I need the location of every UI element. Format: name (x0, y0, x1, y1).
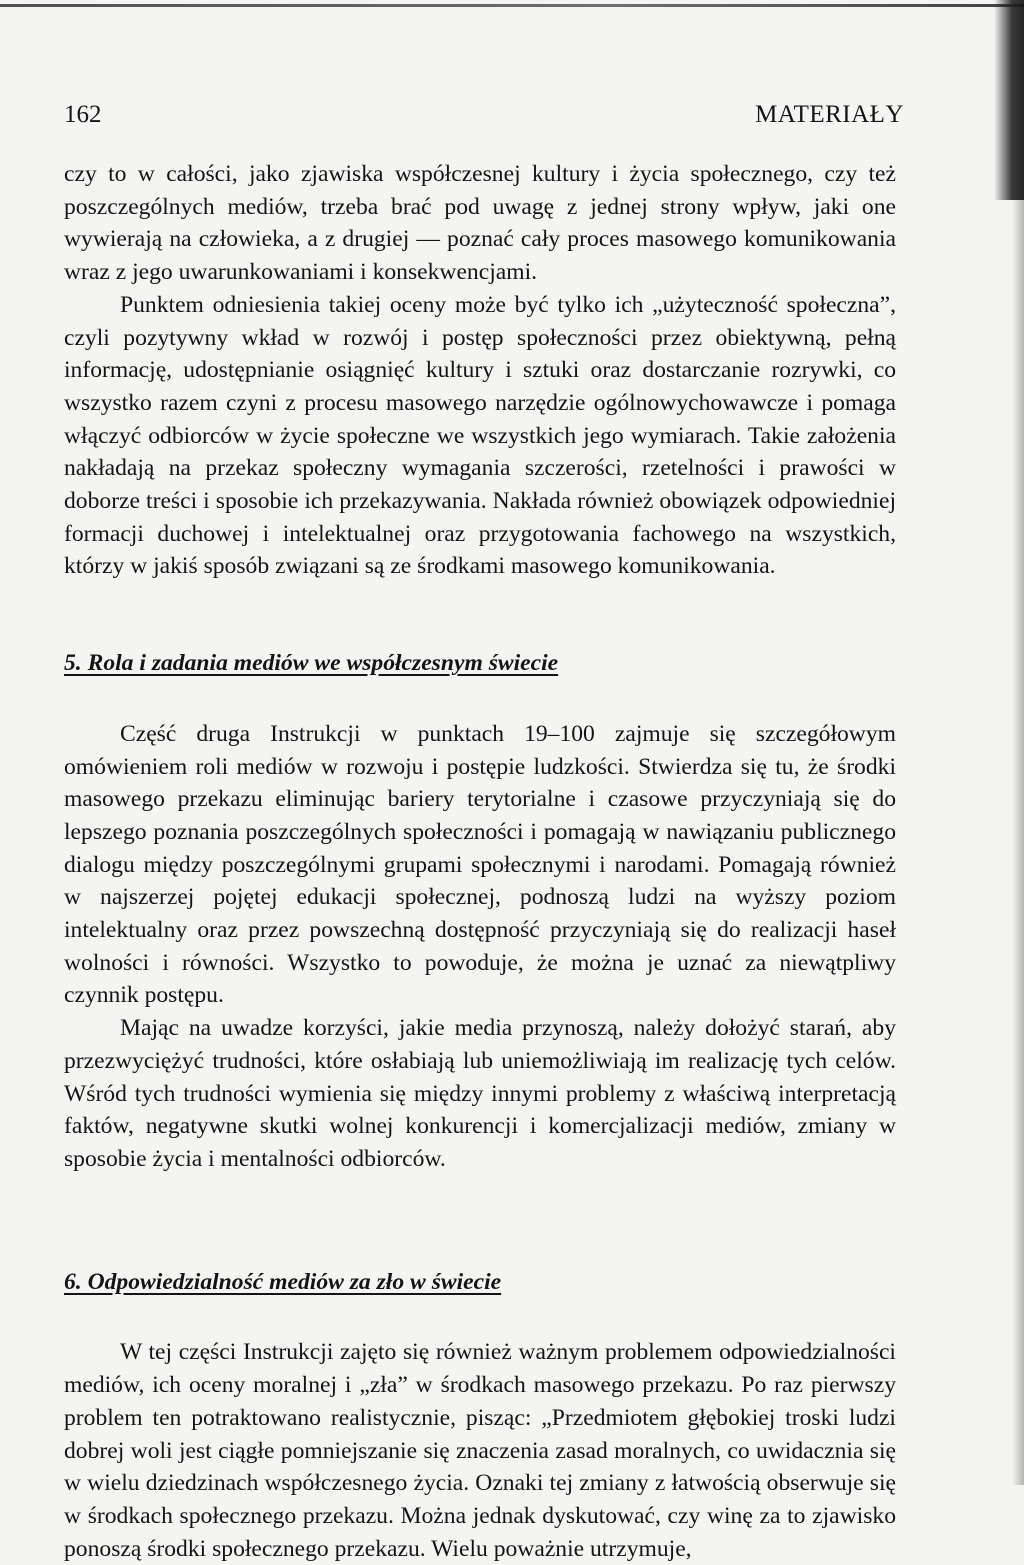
section-5-paragraph-1: Część druga Instrukcji w punktach 19–100 zajmuje się szczegółowym omówieniem roli mediów w rozwoju i postępie ludzkości. Stwierdza się tu, że środki masowego przekazu eliminując bariery terytorialne i czasowe przyczyniają się do lepszego poznania poszczególnych społeczności i pomagają w nawiązaniu publicznego dialogu między poszczególnymi grupami społecznymi i narodami. Pomagają również w najszerzej pojętej edukacji społecznej, podnoszą ludzi na wyższy poziom intelektualny oraz przez powszechną dostępność przyczyniają się do realizacji haseł wolności i równości. Wszystko to powoduje, że można je uznać za niewątpliwy czynnik postępu. (64, 720, 896, 1009)
paragraph-continued: czy to w całości, jako zjawiska współczesnej kultury i życia społecznego, czy też poszczególnych mediów, trzeba brać pod uwagę z jednej strony wpływ, jaki one wywierają na człowieka, a z drugiej — poznać cały proces masowego komunikowania wraz z jego uwarunkowaniami i konsekwencjami. (64, 161, 896, 286)
scan-top-rule (0, 4, 1024, 7)
page-body (64, 158, 896, 1565)
section-6-heading: 6. Odpowiedzialność mediów za zło w świecie (64, 1268, 502, 1295)
section-5-heading: 5. Rola i zadania mediów we współczesnym świecie (64, 650, 559, 677)
running-head: MATERIAŁY (755, 101, 904, 128)
section-5-paragraph-2: Mając na uwadze korzyści, jakie media przynoszą, należy dołożyć starań, aby przezwyciężyć trudności, które osłabiają lub uniemożliwiają im realizację tych celów. Wśród tych trudności wymienia się między innymi problemy z właściwą interpretacją faktów, negatywne skutki wolnej konkurencji i komercjalizacji mediów, zmiany w sposobie życia i mentalności odbiorców. (64, 1015, 896, 1172)
scan-edge-shadow (994, 0, 1024, 200)
paragraph-usefulness: Punktem odniesienia takiej oceny może być tylko ich „użyteczność społeczna”, czyli pozytywny wkład w rozwój i postęp społeczności przez obiektywną, pełną informację, udostępnianie osiągnięć kultury i sztuki oraz dostarczanie rozrywki, co wszystko razem czyni z procesu masowego narzędzie ogólnowychowawcze i pomaga włączyć odbiorców w życie społeczne we wszystkich jego wymiarach. Takie założenia nakładają na przekaz społeczny wymagania szczerości, rzetelności i prawości w doborze treści i sposobie ich przekazywania. Nakłada również obowiązek odpowiedniej formacji duchowej i intelektualnej oraz przygotowania fachowego na wszystkich, którzy w jakiś sposób związani są ze środkami masowego komunikowania. (64, 291, 896, 580)
scan-edge-shadow-lower (1012, 200, 1024, 1485)
page-header (64, 101, 904, 141)
page-number: 162 (64, 101, 102, 128)
section-6-paragraph-1: W tej części Instrukcji zajęto się również ważnym problemem odpowiedzialności mediów, ich oceny moralnej i „zła” w środkach masowego przekazu. Po raz pierwszy problem ten potraktowano realistycznie, pisząc: „Przedmiotem głębokiej troski ludzi dobrej woli jest ciągłe pomniejszanie się znaczenia zasad moralnych, co uwidacznia się w wielu dziedzinach współczesnego życia. Oznaki tej zmiany z łatwością obserwuje się w środkach społecznego przekazu. Można jednak dyskutować, czy winę za to zjawisko ponoszą środki społecznego przekazu. Wielu poważnie utrzymuje, (64, 1339, 896, 1562)
